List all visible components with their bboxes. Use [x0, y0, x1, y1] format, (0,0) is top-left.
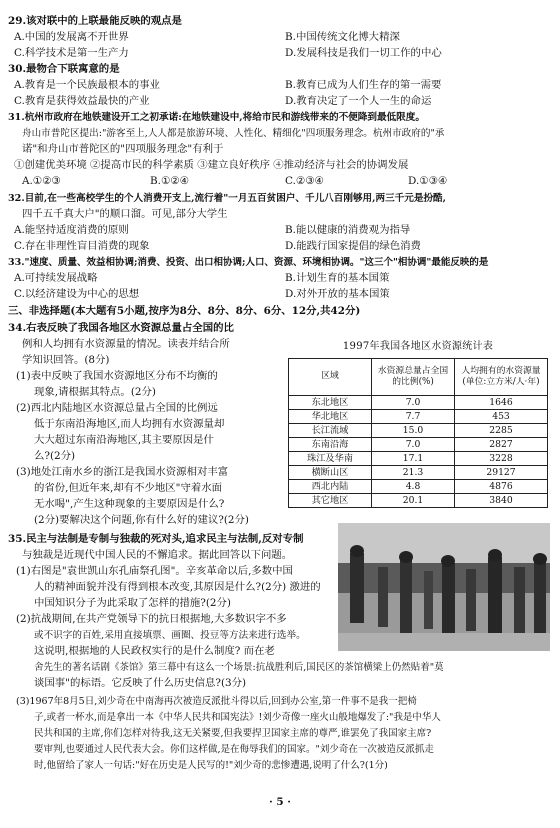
- question-35-part2-line5: 谈国事"的标语。它反映了什么历史信息?(3分): [34, 677, 247, 689]
- table-row: [289, 438, 548, 452]
- question-31-line2: 舟山市普陀区提出:"游客至上,人人都是旅游环境、人性化、精细化"四项服务理念。杭州市政府的"承: [22, 128, 445, 139]
- table-row: [289, 466, 548, 480]
- table-row: [289, 494, 548, 508]
- question-34-part3-line4: (2分)要解决这个问题,你有什么好的建议?(2分): [34, 514, 249, 526]
- question-31: 31.杭州市政府在地铁建设开工之初承诺:在地铁建设中,将给市民和游线带来的不便降到最低限度。: [8, 112, 425, 123]
- table-header-per-capita: 人均拥有的水资源量(单位:立方米/人·年): [455, 359, 548, 396]
- option-30c: C.教育是获得效益最快的产业: [14, 95, 150, 107]
- water-resource-table: [288, 358, 548, 508]
- question-34-part2-line3: 大大超过东南沿海地区,其主要原因是什: [34, 434, 214, 446]
- table-row: [289, 410, 548, 424]
- question-35-part1-line2: 人的精神面貌并没有得到根本改变,其原因是什么?(2分) 激进的: [34, 581, 321, 593]
- option-29c: C.科学技术是第一生产力: [14, 47, 129, 59]
- table-cell: 20.1: [372, 494, 455, 508]
- table-title: 1997年我国各地区水资源统计表: [342, 341, 494, 352]
- question-35-part3-line2: 子,或者一杯水,而是拿出一本《中华人民共和国宪法》!刘少奇像一座火山般地爆发了:"我是中华人: [34, 712, 441, 723]
- option-33c: C.以经济建设为中心的思想: [14, 288, 140, 300]
- question-31-choices: ①创建优美环境 ②提高市民的科学素质 ③建立良好秩序 ④推动经济与社会的协调发展: [14, 159, 409, 171]
- table-cell: 15.0: [372, 424, 455, 438]
- question-34-part3-line3: 无水喝",产生这种现象的主要原因是什么?: [34, 498, 225, 510]
- option-33a: A.可持续发展战略: [14, 272, 98, 284]
- option-32a: A.能坚持适度消费的原则: [14, 224, 129, 236]
- table-cell: 4.8: [372, 480, 455, 494]
- question-35-line2: 与独裁是近现代中国人民的不懈追求。据此回答以下问题。: [22, 549, 293, 561]
- table-cell: 7.7: [372, 410, 455, 424]
- question-35-part3-line5: 时,他留给了家人一句话:"好在历史是人民写的!"刘少奇的悲惨遭遇,说明了什么?(1分): [34, 760, 388, 771]
- question-31-line3: 诺"和舟山市普陀区的"四项服务理念"有利于: [22, 143, 224, 155]
- table-cell: 西北内陆: [289, 480, 372, 494]
- question-34-line2: 例和人均拥有水资源量的情况。读表并结合所: [22, 338, 230, 350]
- question-34-part2-line2: 低于东南沿海地区,而人均拥有水资源量却: [34, 418, 225, 430]
- table-cell: 长江流域: [289, 424, 372, 438]
- question-35-part1-line3: 中国知识分子为此采取了怎样的措施?(2分): [34, 597, 231, 609]
- question-35-part3: (3)1967年8月5日,刘少奇在中南海再次被造反派批斗得以后,回到办公室,第一件事不是我一把椅: [16, 696, 417, 707]
- question-35-part2-line3: 这说明,根据地的人民政权实行的是什么制度? 而在老: [34, 645, 275, 657]
- section-heading: 三、非选择题(本大题有5小题,按序为8分、8分、8分、6分、12分,共42分): [8, 305, 361, 317]
- question-35-part2-line4: 舍先生的著名话剧《茶馆》第三幕中有这么一个场景:抗战胜利后,国民区的茶馆横梁上仍然贴着"莫: [34, 662, 444, 673]
- option-32c: C.存在非理性盲目消费的现象: [14, 240, 150, 252]
- table-cell: 3840: [455, 494, 548, 508]
- table-cell: 29127: [455, 466, 548, 480]
- option-29a: A.中国的发展离不开世界: [14, 31, 129, 43]
- table-cell: 21.3: [372, 466, 455, 480]
- option-31d: D.①③④: [408, 175, 448, 187]
- table-cell: 4876: [455, 480, 548, 494]
- option-29d: D.发展科技是我们一切工作的中心: [285, 47, 442, 59]
- table-header-region: 区域: [289, 359, 372, 396]
- option-29b: B.中国传统文化博大精深: [285, 31, 400, 43]
- question-32: 32.目前,在一些高校学生的个人消费开支上,流行着"一月五百贫困户、千儿八百刚够用,两三千元是扮酷,: [8, 193, 446, 204]
- table-row: [289, 424, 548, 438]
- table-cell: 华北地区: [289, 410, 372, 424]
- question-35: 35.民主与法制是专制与独裁的死对头,追求民主与法制,反对专制: [8, 533, 304, 545]
- page-number: · 5 ·: [269, 796, 291, 808]
- question-34-part1-line2: 现象,请根据其特点。(2分): [34, 386, 156, 398]
- table-cell: 7.0: [372, 396, 455, 410]
- table-cell: 3228: [455, 452, 548, 466]
- table-header-share: 水资源总量占全国的比例(%): [372, 359, 455, 396]
- table-cell: 珠江及华南: [289, 452, 372, 466]
- option-31b: B.①②④: [150, 175, 189, 187]
- option-32b: B.能以健康的消费观为指导: [285, 224, 411, 236]
- table-row: [289, 480, 548, 494]
- question-34: 34.右表反映了我国各地区水资源总量占全国的比: [8, 322, 234, 334]
- table-cell: 2827: [455, 438, 548, 452]
- table-cell: 其它地区: [289, 494, 372, 508]
- question-35-part1: (1)右图是"袁世凯山东孔庙祭孔图"。辛亥革命以后,多数中国: [16, 565, 293, 577]
- question-35-part3-line3: 民共和国的主席,你们怎样对待我,这无关紧要,但我要捍卫国家主席的尊严,谁罢免了我国家主席?: [34, 728, 432, 739]
- question-34-part1: (1)表中反映了我国水资源地区分布不均衡的: [16, 370, 218, 382]
- table-cell: 7.0: [372, 438, 455, 452]
- question-35-part2: (2)抗战期间,在共产党领导下的抗日根据地,大多数识字不多: [16, 613, 287, 625]
- table-row: [289, 452, 548, 466]
- table-cell: 东南沿海: [289, 438, 372, 452]
- question-32-line2: 四千五千真大户"的顺口溜。可见,部分大学生: [22, 208, 228, 220]
- option-30a: A.教育是一个民族最根本的事业: [14, 79, 160, 91]
- table-cell: 17.1: [372, 452, 455, 466]
- option-32d: D.能践行国家提倡的绿色消费: [285, 240, 421, 252]
- option-31a: A.①②③: [22, 175, 61, 187]
- question-34-part3: (3)地处江南水乡的浙江是我国水资源相对丰富: [16, 466, 229, 478]
- historical-photo: [338, 523, 550, 651]
- question-33: 33."速度、质量、效益相协调;消费、投资、出口相协调;人口、资源、环境相协调。"这三个"相协调"最能反映的是: [8, 257, 489, 268]
- option-33d: D.对外开放的基本国策: [285, 288, 390, 300]
- question-34-part2: (2)西北内陆地区水资源总量占全国的比例远: [16, 402, 218, 414]
- question-34-part3-line2: 的省份,但近年来,却有不少地区"守着水面: [34, 482, 223, 494]
- table-cell: 横断山区: [289, 466, 372, 480]
- question-29: 29.该对联中的上联最能反映的观点是: [8, 15, 182, 27]
- table-cell: 1646: [455, 396, 548, 410]
- table-cell: 2285: [455, 424, 548, 438]
- option-30d: D.教育决定了一个人一生的命运: [285, 95, 432, 107]
- table-cell: 东北地区: [289, 396, 372, 410]
- question-30: 30.最物合下联寓意的是: [8, 63, 120, 75]
- question-34-part2-line4: 么?(2分): [34, 450, 76, 462]
- option-30b: B.教育已成为人们生存的第一需要: [285, 79, 442, 91]
- question-34-line3: 学知识回答。(8分): [22, 354, 110, 366]
- question-35-part3-line4: 要审判,也要通过人民代表大会。你们这样做,是在侮辱我们的国家。"刘少奇在一次被造反派抓走: [34, 744, 434, 755]
- option-31c: C.②③④: [285, 175, 324, 187]
- photo-illustration: [338, 523, 550, 651]
- table-row: [289, 396, 548, 410]
- question-35-part2-line2: 或不识字的百姓,采用直接填票、画圈、投豆等方法来进行选举。: [34, 630, 306, 641]
- table-cell: 453: [455, 410, 548, 424]
- option-33b: B.计划生育的基本国策: [285, 272, 390, 284]
- table-header-row: [289, 359, 548, 396]
